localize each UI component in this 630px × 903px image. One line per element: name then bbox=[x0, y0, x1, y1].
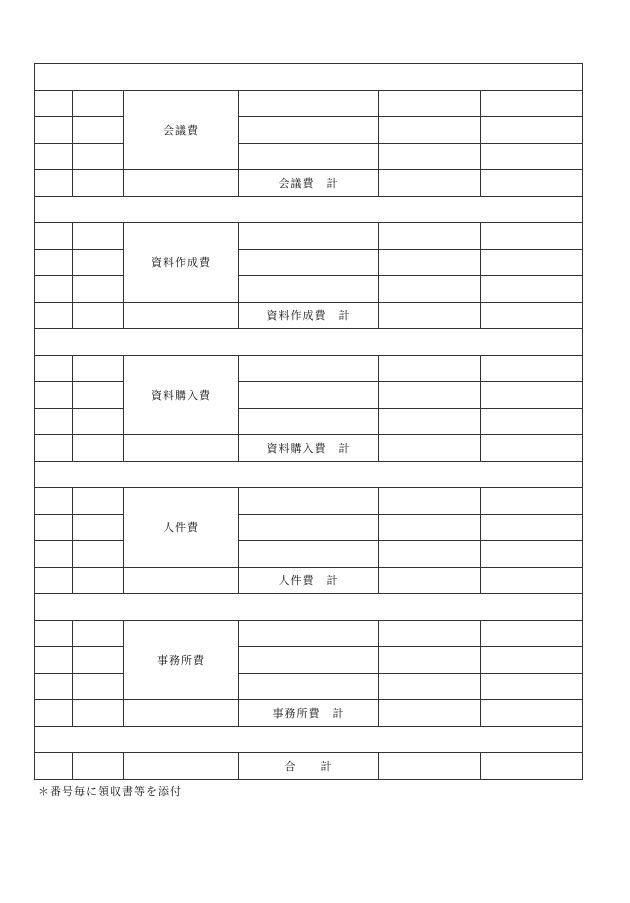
date-cell[interactable] bbox=[73, 700, 124, 727]
note-cell[interactable] bbox=[481, 408, 583, 435]
number-cell[interactable] bbox=[35, 753, 73, 780]
category-cell: 事務所費 bbox=[124, 620, 239, 700]
subtotal-row bbox=[35, 700, 583, 727]
number-cell[interactable] bbox=[35, 514, 73, 541]
section-separator-cell bbox=[35, 329, 583, 356]
number-cell[interactable] bbox=[35, 647, 73, 674]
date-cell[interactable] bbox=[73, 567, 124, 594]
expense-table-body bbox=[35, 64, 583, 780]
description-cell[interactable] bbox=[239, 382, 379, 409]
date-cell[interactable] bbox=[73, 408, 124, 435]
subtotal-note-cell[interactable] bbox=[481, 435, 583, 462]
subtotal-note-cell[interactable] bbox=[481, 567, 583, 594]
number-cell[interactable] bbox=[35, 382, 73, 409]
subtotal-label: 人件費 計 bbox=[239, 567, 379, 594]
subtotal-amount-cell[interactable] bbox=[379, 567, 481, 594]
date-cell[interactable] bbox=[73, 382, 124, 409]
note-cell[interactable] bbox=[481, 249, 583, 276]
section-separator-cell bbox=[35, 64, 583, 91]
number-cell[interactable] bbox=[35, 223, 73, 250]
category-cell: 資料購入費 bbox=[124, 355, 239, 435]
note-cell[interactable] bbox=[481, 673, 583, 700]
description-cell[interactable] bbox=[239, 541, 379, 568]
description-cell[interactable] bbox=[239, 223, 379, 250]
expense-table bbox=[34, 63, 583, 780]
number-cell[interactable] bbox=[35, 435, 73, 462]
subtotal-label: 事務所費 計 bbox=[239, 700, 379, 727]
date-cell[interactable] bbox=[73, 488, 124, 515]
date-cell[interactable] bbox=[73, 276, 124, 303]
subtotal-row bbox=[35, 302, 583, 329]
number-cell[interactable] bbox=[35, 700, 73, 727]
amount-cell[interactable] bbox=[379, 249, 481, 276]
subtotal-row bbox=[35, 567, 583, 594]
note-cell[interactable] bbox=[481, 90, 583, 117]
description-cell[interactable] bbox=[239, 488, 379, 515]
subtotal-amount-cell[interactable] bbox=[379, 170, 481, 197]
amount-cell[interactable] bbox=[379, 488, 481, 515]
section-separator-row bbox=[35, 64, 583, 91]
subtotal-row bbox=[35, 170, 583, 197]
section-separator-row bbox=[35, 461, 583, 488]
amount-cell[interactable] bbox=[379, 276, 481, 303]
amount-cell[interactable] bbox=[379, 541, 481, 568]
item-row bbox=[35, 408, 583, 435]
item-row bbox=[35, 90, 583, 117]
amount-cell[interactable] bbox=[379, 90, 481, 117]
category-cell bbox=[124, 302, 239, 329]
note-cell[interactable] bbox=[481, 488, 583, 515]
number-cell[interactable] bbox=[35, 143, 73, 170]
date-cell[interactable] bbox=[73, 170, 124, 197]
date-cell[interactable] bbox=[73, 673, 124, 700]
category-cell bbox=[124, 170, 239, 197]
date-cell[interactable] bbox=[73, 753, 124, 780]
date-cell[interactable] bbox=[73, 647, 124, 674]
description-cell[interactable] bbox=[239, 276, 379, 303]
item-row bbox=[35, 673, 583, 700]
note-cell[interactable] bbox=[481, 382, 583, 409]
total-row bbox=[35, 753, 583, 780]
date-cell[interactable] bbox=[73, 435, 124, 462]
date-cell[interactable] bbox=[73, 355, 124, 382]
note-cell[interactable] bbox=[481, 541, 583, 568]
description-cell[interactable] bbox=[239, 143, 379, 170]
number-cell[interactable] bbox=[35, 170, 73, 197]
total-amount-cell[interactable] bbox=[379, 753, 481, 780]
note-cell[interactable] bbox=[481, 355, 583, 382]
amount-cell[interactable] bbox=[379, 673, 481, 700]
number-cell[interactable] bbox=[35, 276, 73, 303]
amount-cell[interactable] bbox=[379, 514, 481, 541]
section-separator-cell bbox=[35, 461, 583, 488]
date-cell[interactable] bbox=[73, 143, 124, 170]
total-note-cell[interactable] bbox=[481, 753, 583, 780]
section-separator-row bbox=[35, 594, 583, 621]
amount-cell[interactable] bbox=[379, 223, 481, 250]
item-row bbox=[35, 488, 583, 515]
number-cell[interactable] bbox=[35, 355, 73, 382]
item-row bbox=[35, 249, 583, 276]
number-cell[interactable] bbox=[35, 620, 73, 647]
note-cell[interactable] bbox=[481, 620, 583, 647]
subtotal-label: 資料作成費 計 bbox=[239, 302, 379, 329]
amount-cell[interactable] bbox=[379, 143, 481, 170]
number-cell[interactable] bbox=[35, 90, 73, 117]
number-cell[interactable] bbox=[35, 541, 73, 568]
item-row bbox=[35, 620, 583, 647]
category-cell: 人件費 bbox=[124, 488, 239, 568]
description-cell[interactable] bbox=[239, 514, 379, 541]
number-cell[interactable] bbox=[35, 117, 73, 144]
section-separator-row bbox=[35, 329, 583, 356]
category-cell bbox=[124, 700, 239, 727]
number-cell[interactable] bbox=[35, 567, 73, 594]
number-cell[interactable] bbox=[35, 408, 73, 435]
category-cell bbox=[124, 435, 239, 462]
description-cell[interactable] bbox=[239, 249, 379, 276]
amount-cell[interactable] bbox=[379, 620, 481, 647]
item-row bbox=[35, 541, 583, 568]
subtotal-label: 会議費 計 bbox=[239, 170, 379, 197]
description-cell[interactable] bbox=[239, 647, 379, 674]
item-row bbox=[35, 143, 583, 170]
subtotal-label: 資料購入費 計 bbox=[239, 435, 379, 462]
description-cell[interactable] bbox=[239, 355, 379, 382]
subtotal-note-cell[interactable] bbox=[481, 700, 583, 727]
date-cell[interactable] bbox=[73, 249, 124, 276]
amount-cell[interactable] bbox=[379, 117, 481, 144]
date-cell[interactable] bbox=[73, 541, 124, 568]
footnote: ＊番号毎に領収書等を添付 bbox=[38, 785, 182, 798]
total-label: 合 計 bbox=[239, 753, 379, 780]
section-separator-cell bbox=[35, 726, 583, 753]
item-row bbox=[35, 355, 583, 382]
date-cell[interactable] bbox=[73, 620, 124, 647]
item-row bbox=[35, 382, 583, 409]
section-separator-cell bbox=[35, 196, 583, 223]
section-separator-row bbox=[35, 726, 583, 753]
description-cell[interactable] bbox=[239, 117, 379, 144]
date-cell[interactable] bbox=[73, 302, 124, 329]
subtotal-row bbox=[35, 435, 583, 462]
date-cell[interactable] bbox=[73, 90, 124, 117]
note-cell[interactable] bbox=[481, 143, 583, 170]
date-cell[interactable] bbox=[73, 514, 124, 541]
description-cell[interactable] bbox=[239, 673, 379, 700]
description-cell[interactable] bbox=[239, 90, 379, 117]
category-cell: 資料作成費 bbox=[124, 223, 239, 303]
subtotal-amount-cell[interactable] bbox=[379, 302, 481, 329]
note-cell[interactable] bbox=[481, 276, 583, 303]
amount-cell[interactable] bbox=[379, 382, 481, 409]
number-cell[interactable] bbox=[35, 488, 73, 515]
note-cell[interactable] bbox=[481, 647, 583, 674]
note-cell[interactable] bbox=[481, 117, 583, 144]
item-row bbox=[35, 514, 583, 541]
subtotal-note-cell[interactable] bbox=[481, 170, 583, 197]
subtotal-amount-cell[interactable] bbox=[379, 435, 481, 462]
number-cell[interactable] bbox=[35, 302, 73, 329]
note-cell[interactable] bbox=[481, 223, 583, 250]
subtotal-note-cell[interactable] bbox=[481, 302, 583, 329]
subtotal-amount-cell[interactable] bbox=[379, 700, 481, 727]
category-cell bbox=[124, 567, 239, 594]
item-row bbox=[35, 117, 583, 144]
section-separator-cell bbox=[35, 594, 583, 621]
amount-cell[interactable] bbox=[379, 355, 481, 382]
description-cell[interactable] bbox=[239, 620, 379, 647]
number-cell[interactable] bbox=[35, 249, 73, 276]
number-cell[interactable] bbox=[35, 673, 73, 700]
category-cell: 会議費 bbox=[124, 90, 239, 170]
section-separator-row bbox=[35, 196, 583, 223]
category-cell bbox=[124, 753, 239, 780]
item-row bbox=[35, 276, 583, 303]
date-cell[interactable] bbox=[73, 117, 124, 144]
amount-cell[interactable] bbox=[379, 647, 481, 674]
description-cell[interactable] bbox=[239, 408, 379, 435]
note-cell[interactable] bbox=[481, 514, 583, 541]
item-row bbox=[35, 223, 583, 250]
item-row bbox=[35, 647, 583, 674]
amount-cell[interactable] bbox=[379, 408, 481, 435]
date-cell[interactable] bbox=[73, 223, 124, 250]
